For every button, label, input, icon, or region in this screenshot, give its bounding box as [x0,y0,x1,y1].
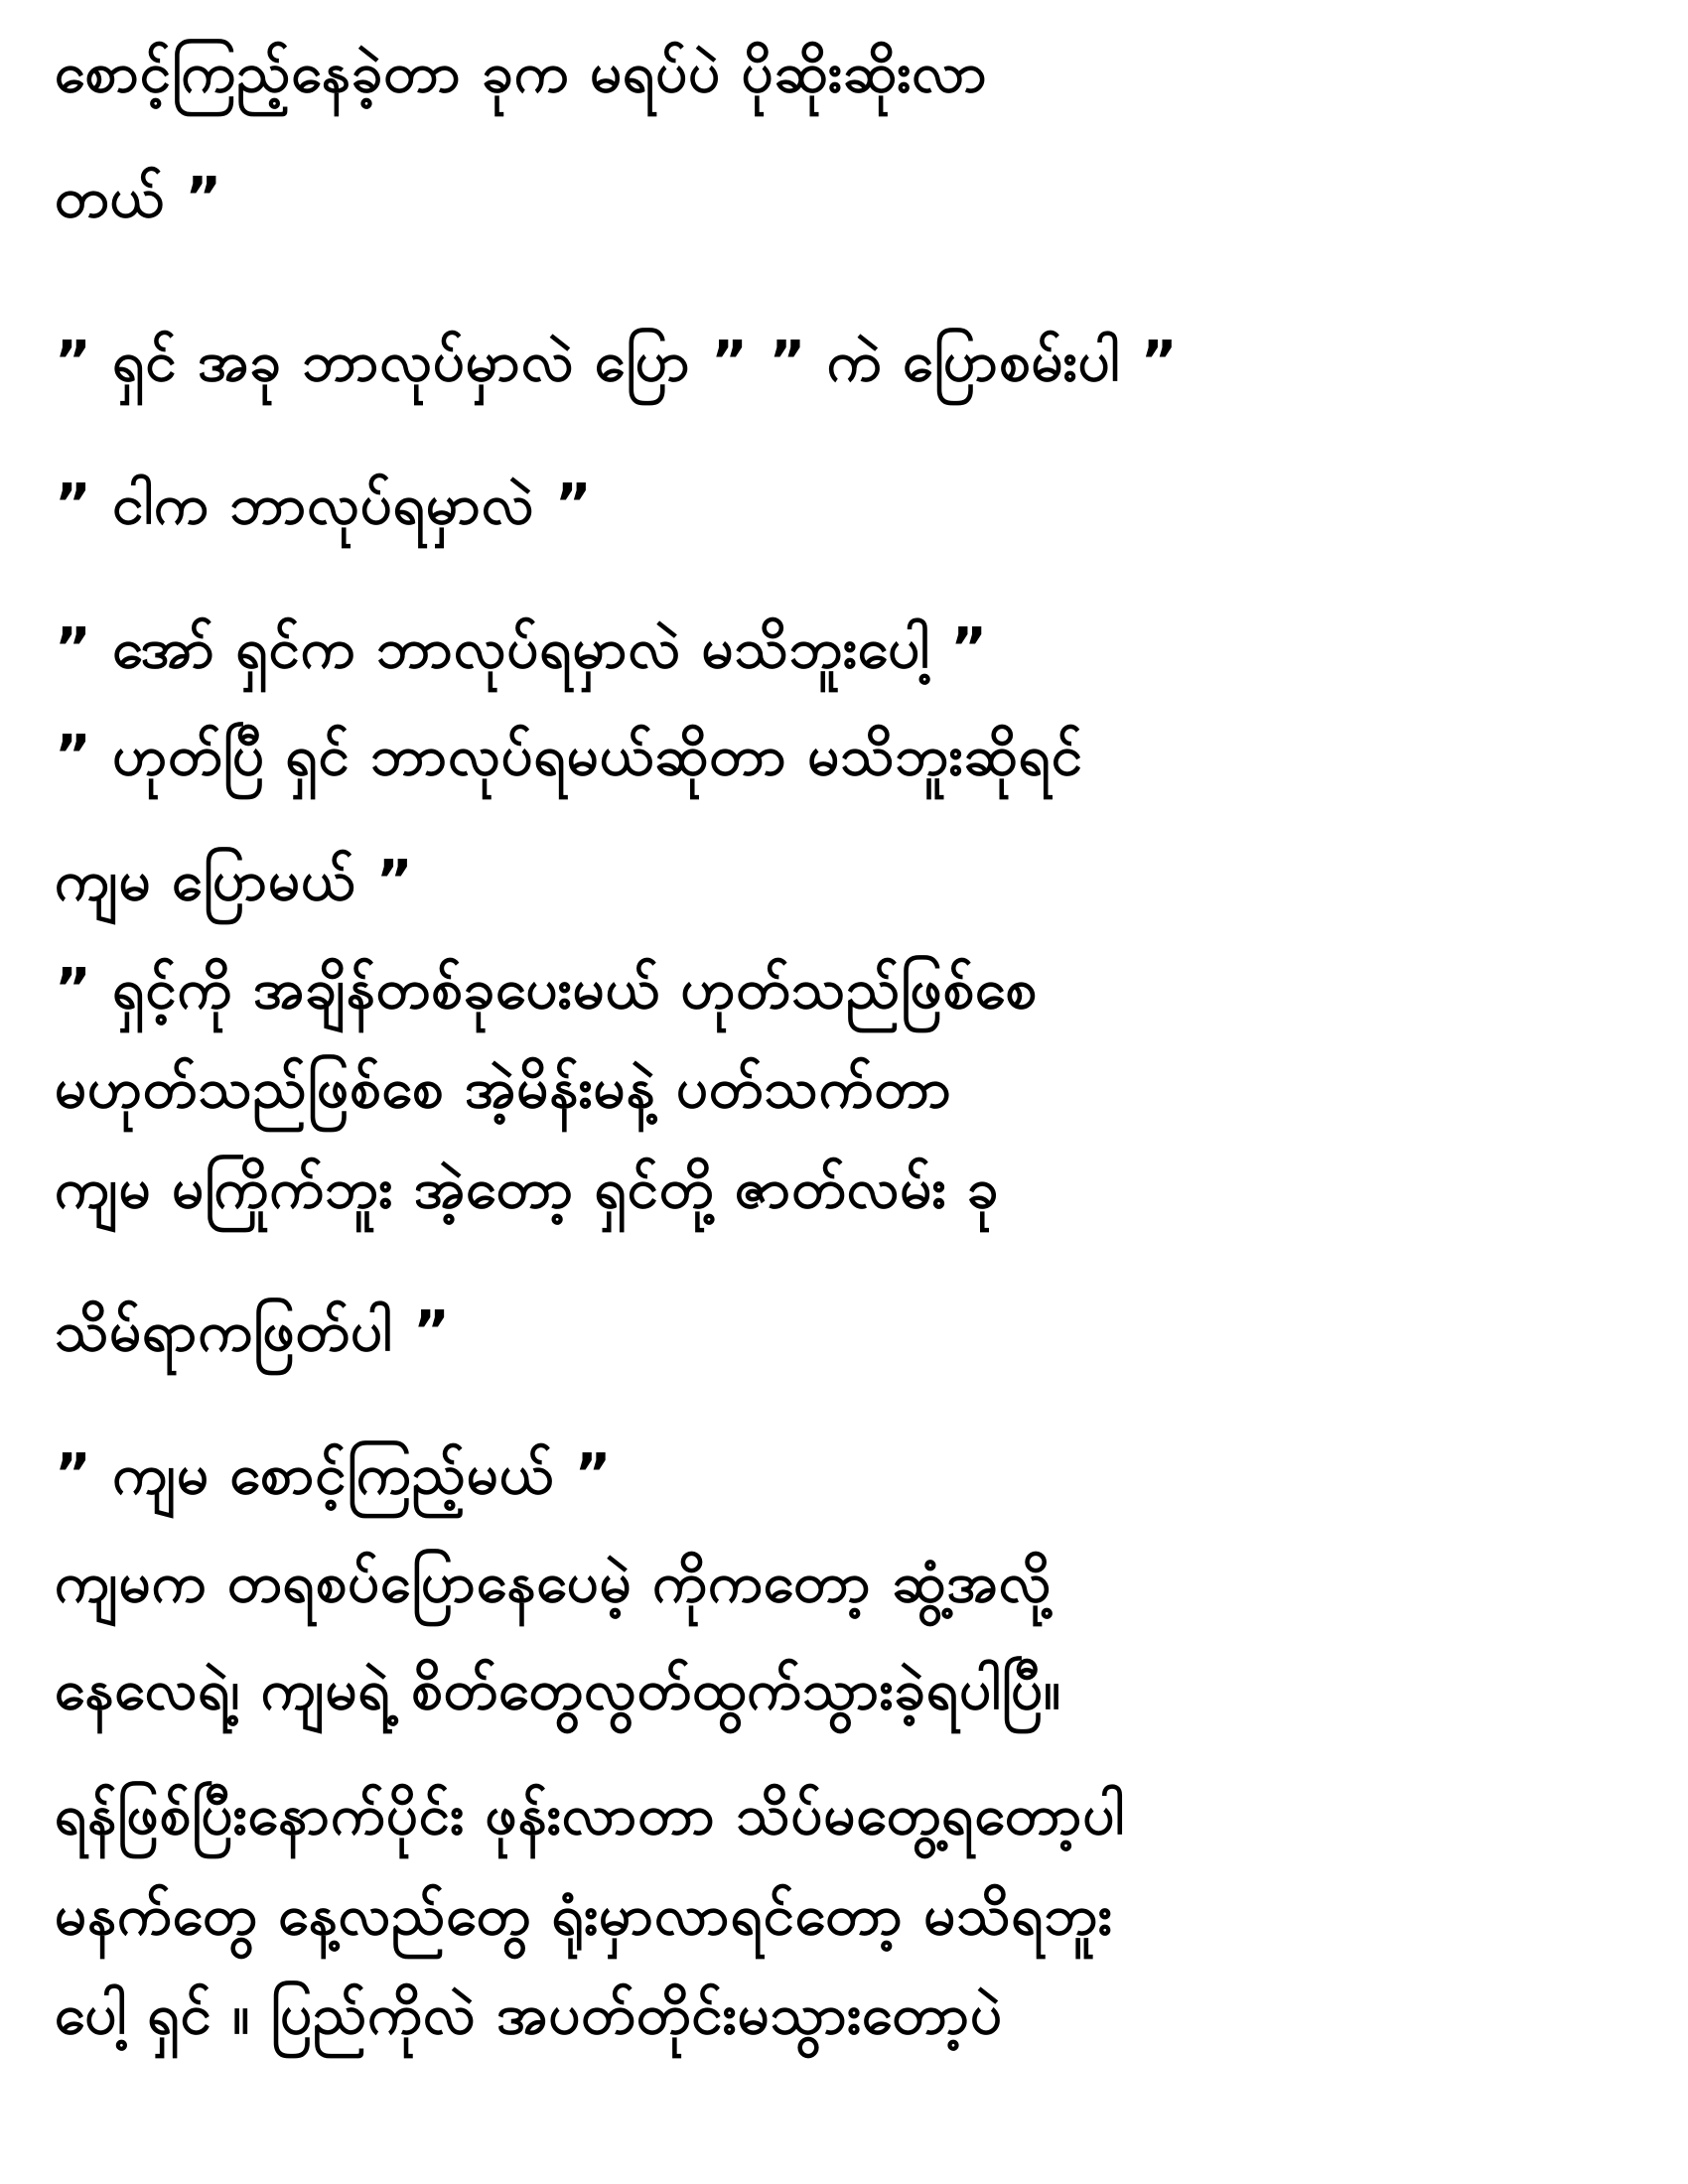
text-line: မနက်တွေ နေ့လည်တွေ ရုံးမှာလာရင်တော့ မသိရဘူး [55,1882,1113,1948]
text-line: ” ရှင် အခု ဘာလုပ်မှာလဲ ပြော ” ” ကဲ ပြောစမ်းပါ ” [55,329,1179,394]
text-line: ကျမ ပြောမယ် ” [55,849,414,914]
text-line: မဟုတ်သည်ဖြစ်စေ အဲ့မိန်းမနဲ့ ပတ်သက်တာ [55,1056,952,1122]
text-line: ” ရှင့်ကို အချိန်တစ်ခုပေးမယ် ဟုတ်သည်ဖြစ်စေ [55,956,1038,1022]
text-line: ရန်ဖြစ်ပြီးနောက်ပိုင်း ဖုန်းလာတာ သိပ်မတွေ့ရတော့ပါ [55,1783,1126,1848]
text-line: ကျမ မကြိုက်ဘူး အဲ့တော့ ရှင်တို့ ဇာတ်လမ်း ခု [55,1156,1000,1221]
text-line: တယ် ” [55,166,223,231]
text-line: သိမ်ရာကဖြတ်ပါ ” [55,1298,451,1364]
text-line: နေလေရဲ့၊ ကျမရဲ့ စိတ်တွေလွတ်ထွက်သွားခဲ့ရပါပြီ။ [55,1658,1061,1723]
text-line: ” အော် ရှင်က ဘာလုပ်ရမှာလဲ မသိဘူးပေါ့ ” [55,615,989,681]
text-line: ပေါ့ ရှင် ။ ပြည်ကိုလဲ အပတ်တိုင်းမသွားတော့ပဲ [55,1982,1003,2048]
text-line: ကျမက တရစပ်ပြောနေပေမဲ့ ကိုကတော့ ဆွံ့အလို့ [55,1550,1053,1615]
text-line: စောင့်ကြည့်နေခဲ့တာ ခုက မရပ်ပဲ ပိုဆိုးဆိုးလာ [55,41,988,105]
text-line: ” ကျမ စောင့်ကြည့်မယ် ” [55,1442,613,1508]
text-line: ” ဟုတ်ပြီ ရှင် ဘာလုပ်ရမယ်ဆိုတာ မသိဘူးဆိုရင် [55,723,1083,788]
text-line: ” ငါက ဘာလုပ်ရမှာလဲ ” [55,473,593,538]
